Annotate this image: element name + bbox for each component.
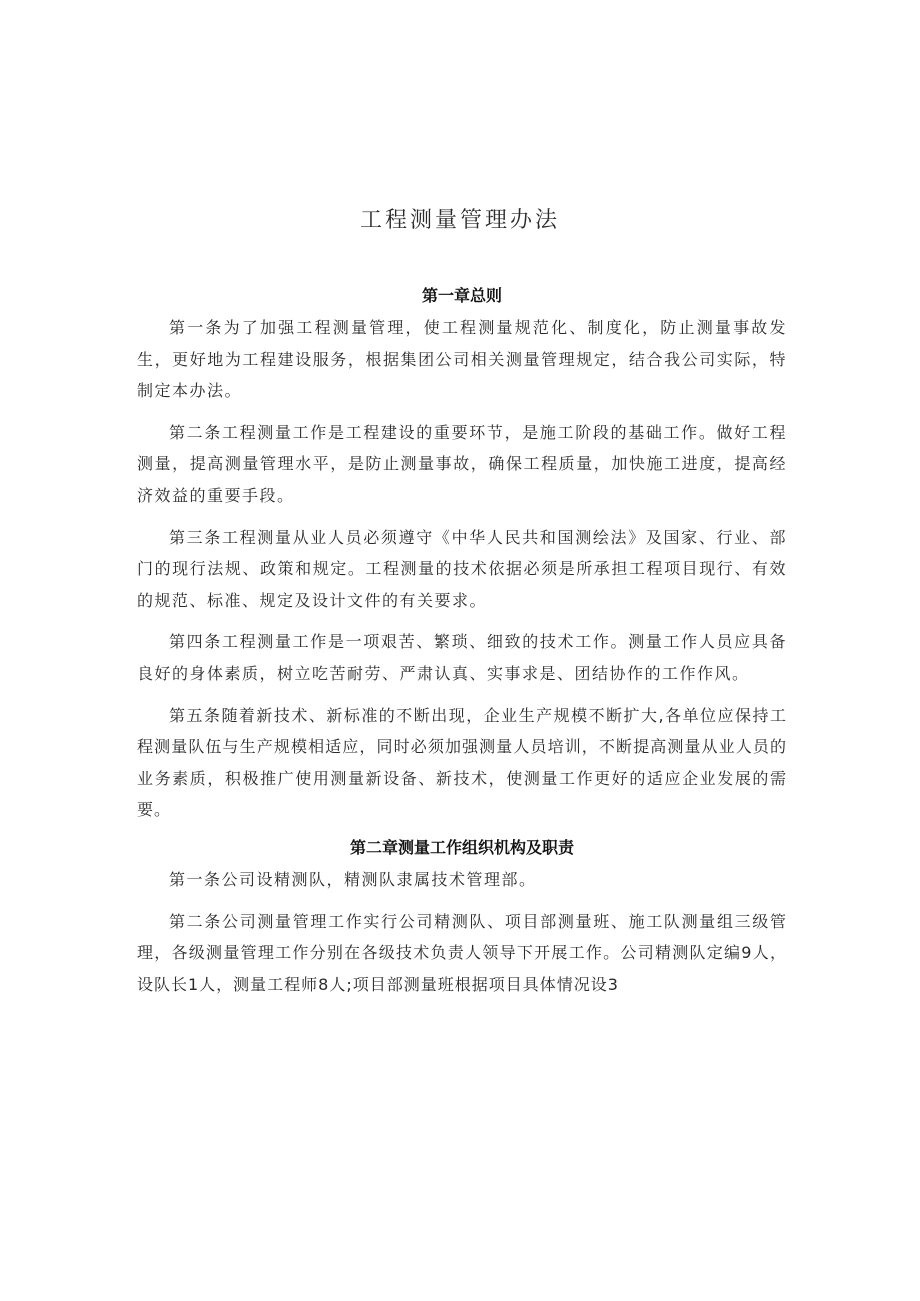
document-body [137, 280, 787, 1000]
chapter-heading: 第一章总则 [421, 286, 502, 305]
chapter-2 [137, 832, 787, 1000]
article-paragraph: 第五条随着新技术、新标准的不断出现，企业生产规模不断扩大,各单位应保持工程测量队伍与生产规模相适应，同时必须加强测量人员培训，不断提高测量从业人员的业务素质，积极推广使用测量新设备、新技术，使测量工作更好的适应企业发展的需要。 [137, 705, 787, 820]
article-paragraph: 第三条工程测量从业人员必须遵守《中华人民共和国测绘法》及国家、行业、部门的现行法规、政策和规定。工程测量的技术依据必须是所承担工程项目现行、有效的规范、标准、规定及设计文件的有关要求。 [137, 527, 787, 610]
article-paragraph: 第一条为了加强工程测量管理，使工程测量规范化、制度化，防止测量事故发生，更好地为工程建设服务，根据集团公司相关测量管理规定，结合我公司实际，特制定本办法。 [137, 318, 787, 401]
article-paragraph: 第一条公司设精测队，精测队隶属技术管理部。 [169, 869, 537, 889]
article-paragraph: 第二条公司测量管理工作实行公司精测队、项目部测量班、施工队测量组三级管理，各级测量管理工作分别在各级技术负责人领导下开展工作。公司精测队定编9人，设队长1人，测量工程师8人;项目部测量班根据项目具体情况设3 [137, 911, 787, 994]
article-paragraph: 第四条工程测量工作是一项艰苦、繁琐、细致的技术工作。测量工作人员应具备良好的身体素质，树立吃苦耐劳、严肃认真、实事求是、团结协作的工作作风。 [137, 632, 787, 683]
document-title: 工程测量管理办法 [359, 208, 560, 233]
article-paragraph: 第二条工程测量工作是工程建设的重要环节，是施工阶段的基础工作。做好工程测量，提高测量管理水平，是防止测量事故，确保工程质量，加快施工进度，提高经济效益的重要手段。 [137, 422, 787, 505]
chapter-1 [137, 280, 787, 826]
chapter-heading: 第二章测量工作组织机构及职责 [349, 837, 574, 857]
